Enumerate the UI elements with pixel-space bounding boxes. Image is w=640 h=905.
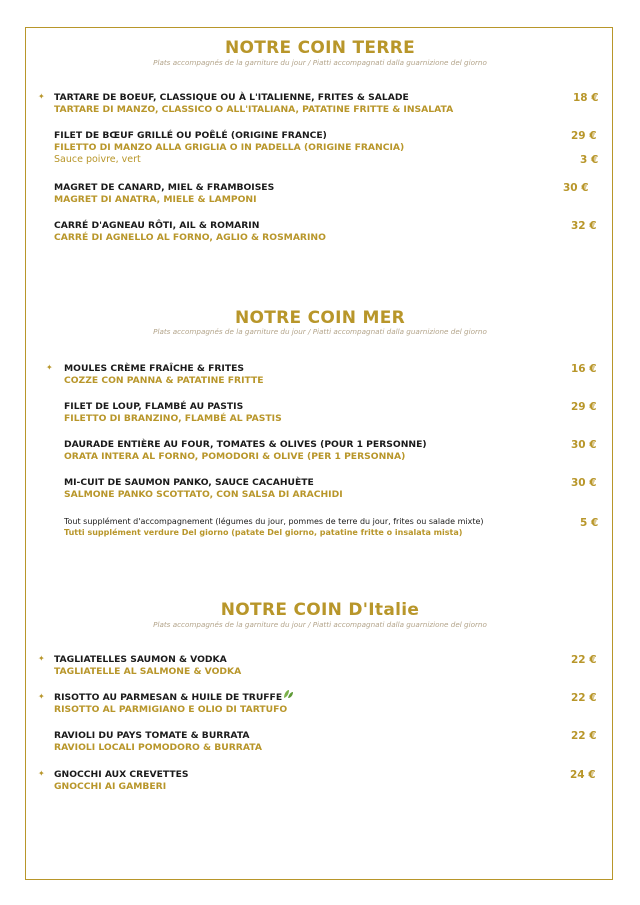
item-name-fr: MI-CUIT DE SAUMON PANKO, SAUCE CACAHUÈTE (64, 477, 314, 488)
section-subtitle-terre: Plats accompagnés de la garniture du jour / Piatti accompagnati dalla guarnizione del giorno (153, 58, 487, 67)
item-name-it: GNOCCHI AI GAMBERI (54, 781, 167, 792)
item-price: 22 € (571, 692, 597, 704)
item-name-it: COZZE CON PANNA & PATATINE FRITTE (64, 375, 264, 386)
item-note: Sauce poivre, vert (54, 154, 141, 165)
item-price: 29 € (571, 130, 597, 142)
item-price: 16 € (571, 363, 597, 375)
item-price: 30 € (571, 477, 597, 489)
star-icon: ✦ (38, 92, 45, 101)
item-price: 22 € (571, 654, 597, 666)
item-name-it: TAGLIATELLE AL SALMONE & VODKA (54, 666, 242, 677)
item-name-it: TARTARE DI MANZO, CLASSICO O ALL'ITALIANA, PATATINE FRITTE & INSALATA (54, 104, 454, 115)
item-price: 30 € (563, 182, 589, 194)
star-icon: ✦ (38, 692, 45, 701)
item-name-fr: FILET DE LOUP, FLAMBÉ AU PASTIS (64, 401, 244, 412)
item-price: 30 € (571, 439, 597, 451)
section-subtitle-italie: Plats accompagnés de la garniture du jour / Piatti accompagnati dalla guarnizione del giorno (153, 620, 487, 629)
item-name-it: Tutti supplément verdure Del giorno (patate Del giorno, patatine fritte o insalata mista) (64, 528, 463, 537)
star-icon: ✦ (46, 363, 53, 372)
item-note-price: 3 € (580, 154, 599, 166)
item-name-it: FILETTO DI MANZO ALLA GRIGLIA O IN PADELLA (ORIGINE FRANCIA) (54, 142, 405, 153)
item-name-it: CARRÉ DI AGNELLO AL FORNO, AGLIO & ROSMARINO (54, 232, 326, 243)
leaf-icon (283, 689, 294, 699)
item-name-fr: TAGLIATELLES SAUMON & VODKA (54, 654, 227, 665)
section-title-mer: NOTRE COIN MER (234, 308, 406, 328)
section-title-terre: NOTRE COIN TERRE (224, 38, 416, 58)
item-name-fr: GNOCCHI AUX CREVETTES (54, 769, 189, 780)
item-name-fr-wrap (54, 692, 294, 703)
item-price: 18 € (573, 92, 599, 104)
item-name-fr: RISOTTO AU PARMESAN & HUILE DE TRUFFE (54, 692, 283, 703)
item-price: 22 € (571, 730, 597, 742)
item-name-fr: TARTARE DE BOEUF, CLASSIQUE OU À L'ITALIENNE, FRITES & SALADE (54, 92, 409, 103)
item-name-fr: DAURADE ENTIÈRE AU FOUR, TOMATES & OLIVES (POUR 1 PERSONNE) (64, 439, 427, 450)
item-name-it: SALMONE PANKO SCOTTATO, CON SALSA DI ARACHIDI (64, 489, 343, 500)
item-name-it: RISOTTO AL PARMIGIANO E OLIO DI TARTUFO (54, 704, 288, 715)
item-name-it: RAVIOLI LOCALI POMODORO & BURRATA (54, 742, 262, 753)
item-name-fr: MOULES CRÈME FRAÎCHE & FRITES (64, 363, 244, 374)
item-name-fr: MAGRET DE CANARD, MIEL & FRAMBOISES (54, 182, 275, 193)
item-price: 32 € (571, 220, 597, 232)
star-icon: ✦ (38, 654, 45, 663)
item-name-it: MAGRET DI ANATRA, MIELE & LAMPONI (54, 194, 257, 205)
section-title-italie: NOTRE COIN D'Italie (220, 600, 420, 620)
item-price: 5 € (580, 517, 599, 529)
item-name-it: ORATA INTERA AL FORNO, POMODORI & OLIVE (PER 1 PERSONNA) (64, 451, 406, 462)
item-name-fr: RAVIOLI DU PAYS TOMATE & BURRATA (54, 730, 250, 741)
section-subtitle-mer: Plats accompagnés de la garniture du jour / Piatti accompagnati dalla guarnizione del giorno (153, 327, 487, 336)
item-name-fr: Tout supplément d'accompagnement (légumes du jour, pommes de terre du jour, frites ou salade mixte) (64, 517, 484, 526)
item-name-fr: CARRÉ D'AGNEAU RÔTI, AIL & ROMARIN (54, 220, 260, 231)
item-name-it: FILETTO DI BRANZINO, FLAMBÉ AL PASTIS (64, 413, 282, 424)
item-price: 29 € (571, 401, 597, 413)
item-name-fr: FILET DE BŒUF GRILLÉ OU POÊLÉ (ORIGINE FRANCE) (54, 130, 327, 141)
star-icon: ✦ (38, 769, 45, 778)
item-price: 24 € (570, 769, 596, 781)
